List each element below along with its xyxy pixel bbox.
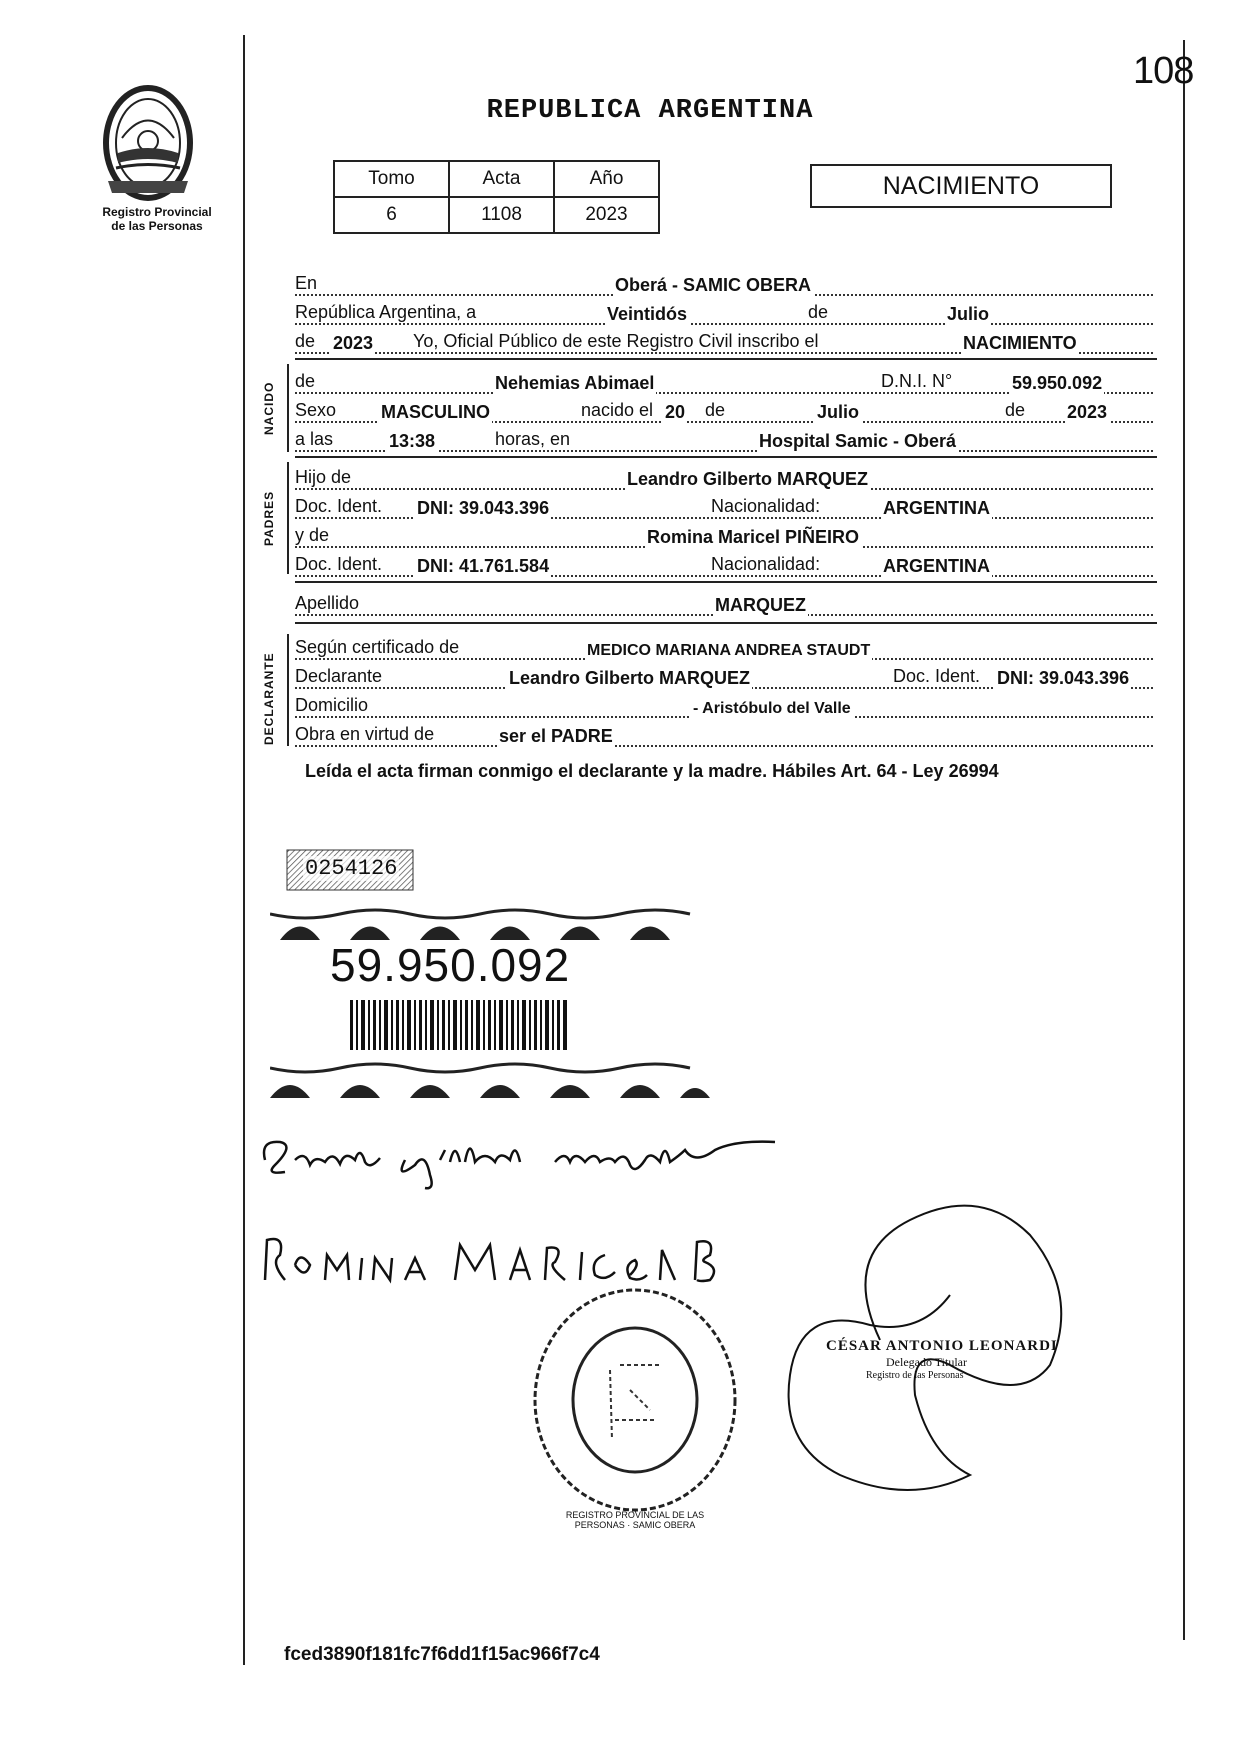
label-mother-nationality: Nacionalidad: (711, 554, 823, 575)
act-type-box: NACIMIENTO (810, 164, 1112, 208)
value-surname: MARQUEZ (715, 595, 806, 615)
label-born-de: de (705, 400, 728, 421)
row-certificate (295, 636, 1155, 660)
label-oficial: Yo, Oficial Público de este Registro Civil inscribo el (413, 331, 822, 352)
value-mother-dni: DNI: 41.761.584 (417, 556, 550, 576)
page-number: 108 (1133, 50, 1194, 92)
separator-2 (295, 456, 1157, 458)
label-dni: D.N.I. N° (881, 371, 955, 392)
label-surname: Apellido (295, 593, 362, 614)
padres-bracket (287, 462, 289, 574)
label-father-doc: Doc. Ident. (295, 496, 385, 517)
value-birth-place: Hospital Samic - Oberá (759, 431, 957, 451)
value-child-dni: 59.950.092 (1012, 373, 1103, 393)
section-label-nacido: NACIDO (262, 381, 276, 435)
father-signature (255, 1120, 815, 1190)
document-hash: fced3890f181fc7f6dd1f15ac966f7c4 (284, 1644, 600, 1665)
row-mother-doc (295, 553, 1155, 577)
left-margin-line (243, 35, 245, 1665)
separator-4 (295, 622, 1157, 624)
value-father-nationality: ARGENTINA (883, 498, 990, 518)
row-father-doc (295, 495, 1155, 519)
value-father-dni: DNI: 39.043.396 (417, 498, 550, 518)
row-address (295, 694, 1155, 718)
value-registers: NACIMIENTO (963, 333, 1077, 353)
value-year: 2023 (333, 333, 374, 353)
registry-round-stamp (520, 1280, 750, 1540)
value-birth-year: 2023 (1067, 402, 1108, 422)
value-month: Julio (947, 304, 990, 324)
label-mother-doc: Doc. Ident. (295, 554, 385, 575)
separator-3 (295, 581, 1157, 583)
value-declarant-dni: DNI: 39.043.396 (997, 668, 1130, 688)
label-address: Domicilio (295, 695, 371, 716)
anio-header: Año (554, 161, 659, 197)
anio-value: 2023 (554, 197, 659, 233)
value-birth-day: 20 (665, 402, 686, 422)
tomo-value: 6 (334, 197, 449, 233)
separator-1 (295, 358, 1157, 360)
label-de: de (808, 302, 831, 323)
guilloche-band-bottom (270, 1060, 710, 1100)
row-declarant (295, 665, 1155, 689)
value-day-words: Veintidós (607, 304, 688, 324)
official-name-stamp (826, 1338, 1106, 1381)
label-en: En (295, 273, 320, 294)
official-office: Registro de las Personas (866, 1370, 964, 1381)
value-father-name: Leandro Gilberto MARQUEZ (627, 469, 869, 489)
row-time (295, 428, 1155, 452)
registry-name-line1: Registro Provincial (102, 205, 212, 219)
country-heading: REPUBLICA ARGENTINA (486, 96, 814, 126)
registry-name (82, 205, 232, 233)
barcode (350, 1000, 570, 1050)
label-name: de (295, 371, 318, 392)
nacido-bracket (287, 364, 289, 452)
row-mother (295, 524, 1155, 548)
value-mother-name: Romina Maricel PIÑEIRO (647, 527, 860, 547)
label-declarant-doc: Doc. Ident. (893, 666, 983, 687)
row-surname (295, 592, 1155, 616)
value-certificate: MEDICO MARIANA ANDREA STAUDT (587, 642, 871, 659)
label-hours-in: horas, en (495, 429, 573, 450)
security-code: 0254126 (305, 856, 398, 881)
value-birth-time: 13:38 (389, 431, 436, 451)
section-label-padres: PADRES (262, 490, 276, 546)
row-registrar (295, 330, 1155, 354)
value-sex: MASCULINO (381, 402, 490, 422)
closing-statement: Leída el acta firman conmigo el declarante y la madre. Hábiles Art. 64 - Ley 26994 (305, 761, 999, 781)
value-by-virtue: ser el PADRE (499, 726, 613, 746)
row-date (295, 301, 1155, 325)
value-address: - Aristóbulo del Valle (693, 700, 851, 717)
label-born: nacido el (581, 400, 656, 421)
right-margin-line (1183, 40, 1185, 1640)
row-by-virtue (295, 723, 1155, 747)
province-coat-of-arms-logo (88, 83, 228, 206)
label-republica: República Argentina, a (295, 302, 479, 323)
label-son-of: Hijo de (295, 467, 354, 488)
label-born-de2: de (1005, 400, 1028, 421)
section-label-declarante: DECLARANTE (262, 652, 276, 745)
value-child-name: Nehemias Abimael (495, 373, 655, 393)
value-declarant-name: Leandro Gilberto MARQUEZ (509, 668, 751, 688)
acta-header: Acta (449, 161, 554, 197)
row-place (295, 272, 1155, 296)
acta-value: 1108 (449, 197, 554, 233)
security-code-stamp (285, 848, 415, 892)
value-mother-nationality: ARGENTINA (883, 556, 990, 576)
declarante-bracket (287, 634, 289, 746)
official-name: CÉSAR ANTONIO LEONARDI (826, 1338, 1058, 1354)
tomo-header: Tomo (334, 161, 449, 197)
large-dni-number: 59.950.092 (330, 939, 571, 991)
label-declarant: Declarante (295, 666, 385, 687)
label-and-of: y de (295, 525, 332, 546)
label-time: a las (295, 429, 336, 450)
label-de2: de (295, 331, 318, 352)
guilloche-band-top (270, 908, 710, 942)
label-certificate: Según certificado de (295, 637, 462, 658)
row-name (295, 370, 1155, 394)
label-sex: Sexo (295, 400, 339, 421)
round-stamp-text: REGISTRO PROVINCIAL DE LAS PERSONAS · SAMIC OBERA (565, 1510, 705, 1530)
official-role: Delegado Titular (886, 1355, 967, 1369)
reference-table (333, 160, 660, 234)
row-sex (295, 399, 1155, 423)
label-by-virtue: Obra en virtud de (295, 724, 437, 745)
label-father-nationality: Nacionalidad: (711, 496, 823, 517)
registry-name-line2: de las Personas (111, 219, 203, 233)
value-place: Oberá - SAMIC OBERA (615, 275, 812, 295)
value-birth-month: Julio (817, 402, 860, 422)
row-father (295, 466, 1155, 490)
